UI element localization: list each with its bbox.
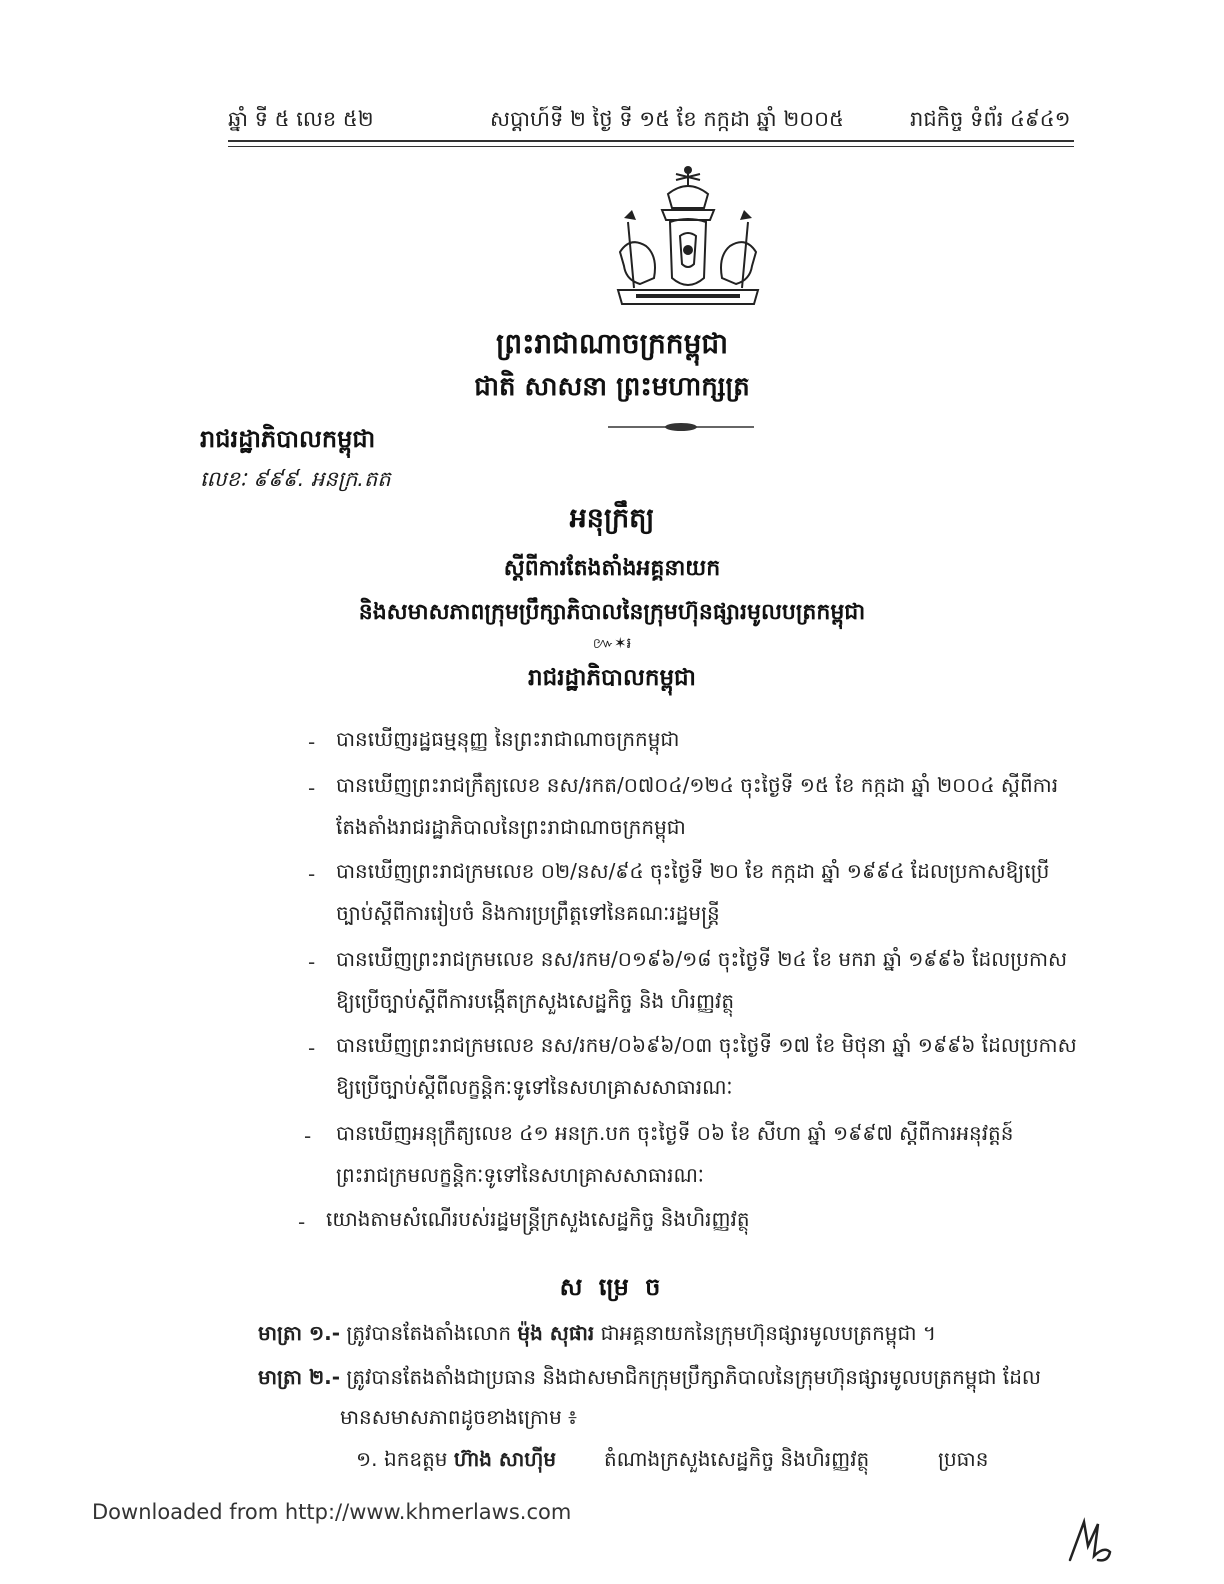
bullet-dash: -	[308, 862, 316, 886]
consideration-item: យោងតាមសំណើរបស់រដ្ឋមន្ត្រីក្រសួងសេដ្ឋកិច្ច និងហិរញ្ញវត្ថុ	[326, 1207, 750, 1231]
member-role: តំណាងក្រសួងសេដ្ឋកិច្ច និងហិរញ្ញវត្ថុ	[604, 1447, 870, 1471]
decision-heading: ស ម្រេ ច	[559, 1273, 665, 1301]
consideration-item: បានឃើញព្រះរាជក្រមលេខ នស/រកម/០៦៩៦/០៣ ចុះថ្ងៃទី ១៧ ខែ មិថុនា ឆ្នាំ ១៩៩៦ ដែលប្រកាស	[336, 1033, 1077, 1057]
document-type: អនុក្រឹត្យ	[569, 503, 655, 534]
article-2-label: មាត្រា ២.-	[258, 1365, 341, 1389]
article-2-text: ត្រូវបានតែងតាំងជាប្រធាន និងជាសមាជិកក្រុមប្រឹក្សាភិបាលនៃក្រុមហ៊ុនផ្សារមូលបត្រកម្ពុជា ដែល	[346, 1365, 1041, 1389]
consideration-item: បានឃើញព្រះរាជក្រមលេខ នស/រកម/០១៩៦/១៨ ចុះថ្ងៃទី ២៤ ខែ មករា ឆ្នាំ ១៩៩៦ ដែលប្រកាស	[336, 947, 1068, 971]
title-ornament: ៚✶៛	[592, 634, 632, 652]
gazette-date: សប្តាហ៍ទី ២ ថ្ងៃ ទី ១៥ ខែ កក្កដា ឆ្នាំ ២០០៥	[490, 107, 844, 131]
consideration-item: បានឃើញអនុក្រឹត្យលេខ ៤១ អនក្រ.បក ចុះថ្ងៃទី ០៦ ខែ សីហា ឆ្នាំ ១៩៩៧ ស្តីពីការអនុវត្តន៍	[336, 1121, 1014, 1145]
member-index: ១.	[356, 1447, 378, 1471]
member-position: ប្រធាន	[938, 1447, 989, 1471]
consideration-item: បានឃើញព្រះរាជក្រឹត្យលេខ នស/រកត/០៧០៤/១២៤ ចុះថ្ងៃទី ១៥ ខែ កក្កដា ឆ្នាំ ២០០៤ ស្តីពីការ	[336, 773, 1059, 797]
motto-divider	[608, 420, 754, 434]
bullet-dash: -	[308, 1036, 316, 1060]
initials-mark-icon	[1064, 1516, 1116, 1568]
gazette-issue: ឆ្នាំ ទី ៥ លេខ ៥២	[228, 107, 374, 131]
download-source: Downloaded from http://www.khmerlaws.com	[92, 1500, 572, 1524]
member-title: ឯកឧត្តម	[384, 1447, 448, 1471]
consideration-item: បានឃើញរដ្ឋធម្មនុញ្ញ នៃព្រះរាជាណាចក្រកម្ពុជា	[336, 727, 680, 751]
document-subject-line2: និងសមាសភាពក្រុមប្រឹក្សាភិបាលនៃក្រុមហ៊ុនផ្សារមូលបត្រកម្ពុជា	[358, 600, 866, 625]
consideration-item-cont: ឱ្យប្រើច្បាប់ស្តីពីលក្ខន្តិកៈទូទៅនៃសហគ្រាសសាធារណៈ	[336, 1075, 733, 1099]
issuing-authority: រាជរដ្ឋាភិបាលកម្ពុជា	[528, 665, 696, 691]
bullet-dash: -	[298, 1210, 306, 1234]
article-1-text: ត្រូវបានតែងតាំងលោក	[346, 1321, 512, 1345]
consideration-item-cont: ព្រះរាជក្រមលក្ខន្តិកៈទូទៅនៃសហគ្រាសសាធារណៈ	[336, 1163, 704, 1187]
kingdom-name: ព្រះរាជាណាចក្រកម្ពុជា	[495, 327, 728, 360]
director-general-name: ម៉ុង សុផារ	[517, 1321, 595, 1345]
royal-coat-of-arms-icon	[606, 160, 770, 310]
consideration-item-cont: ឱ្យប្រើច្បាប់ស្តីពីការបង្កើតក្រសួងសេដ្ឋកិច្ច និង ហិរញ្ញវត្ថុ	[336, 989, 735, 1013]
bullet-dash: -	[308, 950, 316, 974]
article-1	[258, 1320, 936, 1350]
document-number: លេខៈ ៩៩៩. អនក្រ.តត	[200, 467, 391, 491]
article-2-cont: មានសមាសភាពដូចខាងក្រោម ៖	[340, 1405, 577, 1429]
kingdom-motto: ជាតិ សាសនា ព្រះមហាក្សត្រ	[474, 372, 750, 402]
header-rule-thin	[228, 146, 1074, 147]
member-entry	[384, 1446, 556, 1476]
consideration-item-cont: ច្បាប់ស្តីពីការរៀបចំ និងការប្រព្រឹត្តទៅនៃគណៈរដ្ឋមន្ត្រី	[336, 901, 720, 925]
consideration-item-cont: តែងតាំងរាជរដ្ឋាភិបាលនៃព្រះរាជាណាចក្រកម្ពុជា	[336, 815, 686, 839]
bullet-dash: -	[304, 1124, 312, 1148]
document-subject-line1: ស្តីពីការតែងតាំងអគ្គនាយក	[503, 556, 721, 581]
header-rule	[228, 140, 1074, 142]
bullet-dash: -	[308, 730, 316, 754]
gazette-page: រាជកិច្ច ទំព័រ ៤៩៤១	[910, 107, 1071, 131]
article-2	[258, 1364, 1041, 1394]
consideration-item: បានឃើញព្រះរាជក្រមលេខ ០២/នស/៩៤ ចុះថ្ងៃទី ២០ ខែ កក្កដា ឆ្នាំ ១៩៩៤ ដែលប្រកាសឱ្យប្រើ	[336, 859, 1050, 883]
issuer-name: រាជរដ្ឋាភិបាលកម្ពុជា	[200, 425, 376, 453]
article-1-label: មាត្រា ១.-	[258, 1321, 341, 1345]
article-1-tail: ជាអគ្គនាយកនៃក្រុមហ៊ុនផ្សារមូលបត្រកម្ពុជា ។	[600, 1321, 937, 1345]
member-name: ហ៊ាង សាហ៊ីម	[453, 1447, 557, 1471]
bullet-dash: -	[308, 776, 316, 800]
